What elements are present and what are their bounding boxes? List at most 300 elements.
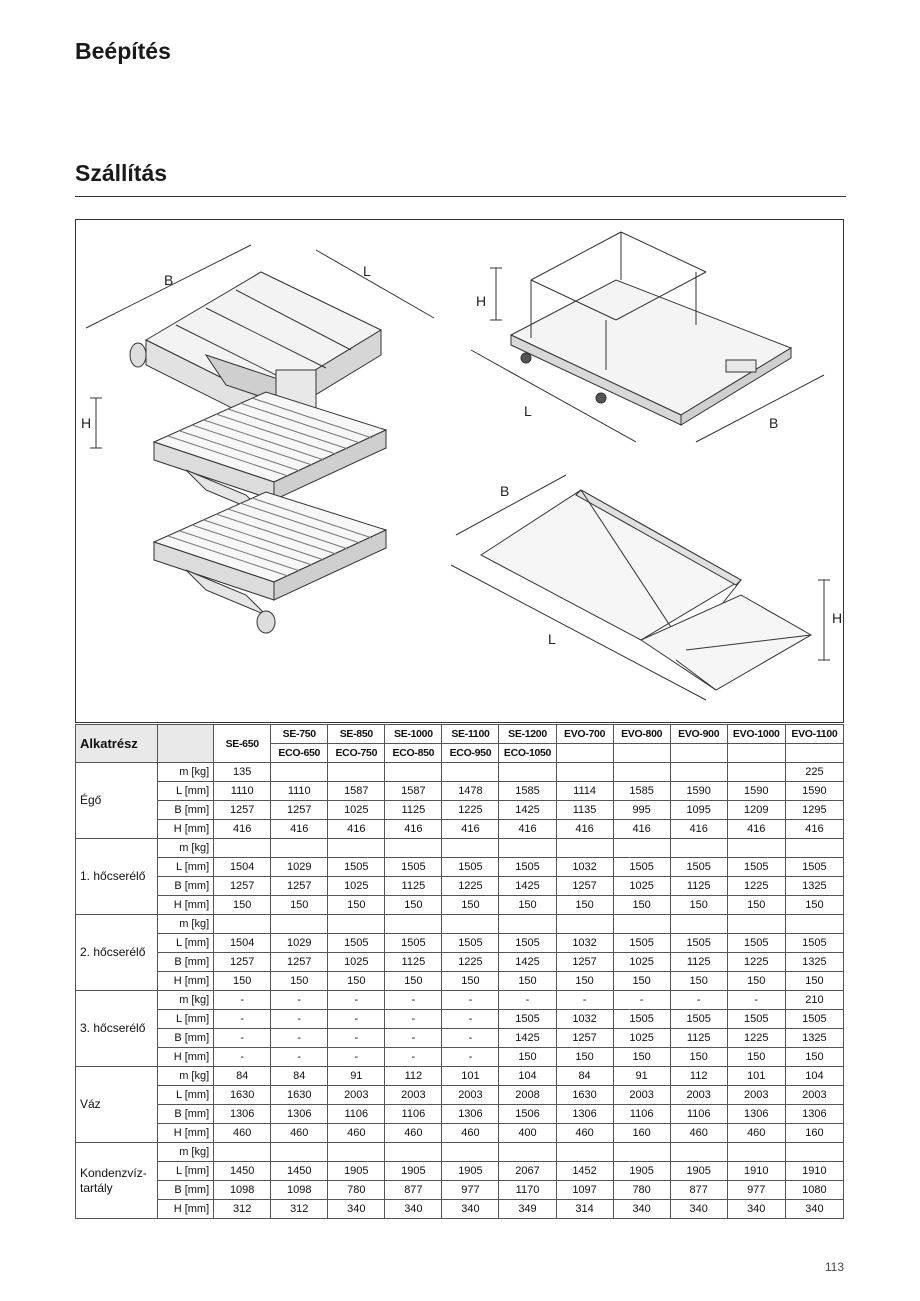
table-row	[76, 972, 844, 991]
value-cell: 1110	[271, 782, 328, 801]
value-cell: 1125	[670, 1029, 727, 1048]
value-cell: 2003	[727, 1086, 785, 1105]
value-cell: 1504	[214, 934, 271, 953]
value-cell	[271, 915, 328, 934]
value-cell: -	[385, 991, 442, 1010]
value-cell: 416	[442, 820, 499, 839]
value-cell: 91	[613, 1067, 670, 1086]
value-cell: 150	[556, 972, 613, 991]
value-cell: 150	[670, 896, 727, 915]
value-cell: 416	[670, 820, 727, 839]
value-cell: 1505	[613, 1010, 670, 1029]
value-cell: 1905	[670, 1162, 727, 1181]
value-cell: 1505	[385, 934, 442, 953]
value-cell: 1630	[271, 1086, 328, 1105]
value-cell: 1025	[613, 953, 670, 972]
value-cell: 150	[670, 972, 727, 991]
value-cell	[499, 915, 556, 934]
part-name-cell: Égő	[76, 763, 158, 839]
value-cell: 1225	[442, 877, 499, 896]
value-cell: 340	[670, 1200, 727, 1219]
unit-cell: H [mm]	[158, 820, 214, 839]
value-cell: 1080	[785, 1181, 843, 1200]
value-cell: 1505	[385, 858, 442, 877]
value-cell: 1306	[727, 1105, 785, 1124]
value-cell: 1106	[328, 1105, 385, 1124]
value-cell: 1306	[214, 1105, 271, 1124]
value-cell: 150	[613, 1048, 670, 1067]
value-cell: 1905	[385, 1162, 442, 1181]
value-cell: 1505	[499, 858, 556, 877]
unit-cell: B [mm]	[158, 877, 214, 896]
value-cell: 1257	[214, 877, 271, 896]
value-cell: 1025	[328, 801, 385, 820]
value-cell	[328, 839, 385, 858]
value-cell: 2008	[499, 1086, 556, 1105]
value-cell: 340	[328, 1200, 385, 1219]
table-body	[76, 763, 844, 1219]
value-cell: 1114	[556, 782, 613, 801]
value-cell: -	[727, 991, 785, 1010]
value-cell: 1506	[499, 1105, 556, 1124]
value-cell: 1306	[271, 1105, 328, 1124]
value-cell: 1505	[328, 934, 385, 953]
value-cell: 150	[328, 896, 385, 915]
value-cell: 1225	[442, 801, 499, 820]
value-cell: 210	[785, 991, 843, 1010]
value-cell: 1590	[670, 782, 727, 801]
table-row	[76, 1029, 844, 1048]
value-cell: 1505	[328, 858, 385, 877]
value-cell: -	[328, 1010, 385, 1029]
model-header-alt: ECO-750	[328, 744, 385, 763]
table-row	[76, 1162, 844, 1181]
value-cell	[214, 839, 271, 858]
value-cell: -	[442, 991, 499, 1010]
tray-dim-label-H: H	[832, 610, 843, 626]
part-name-cell: Kondenzvíz-tartály	[76, 1143, 158, 1219]
value-cell: 150	[271, 896, 328, 915]
value-cell: -	[385, 1010, 442, 1029]
unit-cell: L [mm]	[158, 858, 214, 877]
table-row	[76, 1067, 844, 1086]
value-cell: 150	[499, 972, 556, 991]
value-cell	[727, 1143, 785, 1162]
model-header: SE-850	[328, 725, 385, 744]
value-cell: 416	[499, 820, 556, 839]
unit-cell: H [mm]	[158, 1200, 214, 1219]
value-cell	[785, 915, 843, 934]
value-cell: 1910	[727, 1162, 785, 1181]
value-cell: 1910	[785, 1162, 843, 1181]
value-cell: 150	[328, 972, 385, 991]
value-cell: 1425	[499, 877, 556, 896]
value-cell: 1425	[499, 953, 556, 972]
model-header: EVO-800	[613, 725, 670, 744]
value-cell: 1110	[214, 782, 271, 801]
value-cell: 1590	[785, 782, 843, 801]
value-cell: 1630	[556, 1086, 613, 1105]
value-cell: 977	[442, 1181, 499, 1200]
value-cell: 112	[385, 1067, 442, 1086]
unit-cell: B [mm]	[158, 801, 214, 820]
value-cell: 150	[727, 896, 785, 915]
value-cell: 460	[385, 1124, 442, 1143]
value-cell: 1585	[613, 782, 670, 801]
value-cell: 150	[785, 1048, 843, 1067]
value-cell: 1505	[442, 934, 499, 953]
table-row	[76, 763, 844, 782]
value-cell: -	[214, 1010, 271, 1029]
value-cell: -	[442, 1010, 499, 1029]
value-cell: 1590	[727, 782, 785, 801]
value-cell: 1325	[785, 1029, 843, 1048]
value-cell	[613, 763, 670, 782]
dim-label-H: H	[81, 415, 92, 431]
table-row	[76, 953, 844, 972]
unit-cell: m [kg]	[158, 839, 214, 858]
value-cell: 1505	[727, 858, 785, 877]
value-cell	[385, 1143, 442, 1162]
unit-cell: B [mm]	[158, 1181, 214, 1200]
frame-dim-label-B: B	[769, 415, 779, 431]
value-cell: 1257	[556, 953, 613, 972]
value-cell	[442, 839, 499, 858]
unit-cell: L [mm]	[158, 1086, 214, 1105]
value-cell: 314	[556, 1200, 613, 1219]
dim-label-B: B	[164, 272, 174, 288]
value-cell: 1425	[499, 801, 556, 820]
value-cell: 1225	[727, 1029, 785, 1048]
section-title: Beépítés	[75, 38, 171, 64]
value-cell: 349	[499, 1200, 556, 1219]
heading-rule	[75, 196, 846, 197]
value-cell: -	[385, 1029, 442, 1048]
value-cell: -	[328, 991, 385, 1010]
unit-cell: m [kg]	[158, 915, 214, 934]
value-cell	[670, 763, 727, 782]
value-cell	[385, 839, 442, 858]
value-cell: -	[214, 1048, 271, 1067]
value-cell: 416	[785, 820, 843, 839]
value-cell	[670, 839, 727, 858]
value-cell: 1505	[499, 1010, 556, 1029]
unit-cell: L [mm]	[158, 934, 214, 953]
value-cell: 340	[613, 1200, 670, 1219]
value-cell	[727, 763, 785, 782]
value-cell: 150	[785, 972, 843, 991]
model-header: EVO-900	[670, 725, 727, 744]
value-cell	[613, 915, 670, 934]
value-cell: 84	[271, 1067, 328, 1086]
unit-cell: H [mm]	[158, 1124, 214, 1143]
value-cell: 150	[785, 896, 843, 915]
model-header-alt	[556, 744, 613, 763]
value-cell	[727, 915, 785, 934]
value-cell: 460	[214, 1124, 271, 1143]
value-cell: 150	[271, 972, 328, 991]
table-row	[76, 1181, 844, 1200]
model-header-alt: ECO-650	[271, 744, 328, 763]
value-cell: 150	[385, 972, 442, 991]
value-cell: 1295	[785, 801, 843, 820]
value-cell: -	[670, 991, 727, 1010]
value-cell: 101	[727, 1067, 785, 1086]
value-cell: 1095	[670, 801, 727, 820]
part-name-cell: 3. hőcserélő	[76, 991, 158, 1067]
value-cell: 1504	[214, 858, 271, 877]
value-cell: 2003	[385, 1086, 442, 1105]
value-cell: 1106	[670, 1105, 727, 1124]
transport-illustration	[76, 220, 843, 722]
value-cell: 1125	[670, 877, 727, 896]
model-header-alt	[613, 744, 670, 763]
value-cell	[442, 1143, 499, 1162]
value-cell: 460	[670, 1124, 727, 1143]
value-cell: 104	[785, 1067, 843, 1086]
table-row	[76, 782, 844, 801]
value-cell: 460	[727, 1124, 785, 1143]
value-cell: 416	[385, 820, 442, 839]
value-cell: 150	[727, 1048, 785, 1067]
value-cell: 1505	[785, 934, 843, 953]
value-cell: 1425	[499, 1029, 556, 1048]
value-cell: 150	[556, 1048, 613, 1067]
value-cell: 977	[727, 1181, 785, 1200]
unit-cell: m [kg]	[158, 991, 214, 1010]
value-cell: 340	[785, 1200, 843, 1219]
value-cell: 416	[613, 820, 670, 839]
table-row	[76, 934, 844, 953]
value-cell: 1257	[271, 877, 328, 896]
unit-cell: L [mm]	[158, 1010, 214, 1029]
value-cell: 460	[442, 1124, 499, 1143]
value-cell: 460	[271, 1124, 328, 1143]
table-row	[76, 801, 844, 820]
value-cell: 1505	[499, 934, 556, 953]
value-cell: 995	[613, 801, 670, 820]
model-header: SE-1000	[385, 725, 442, 744]
model-header-alt: ECO-1050	[499, 744, 556, 763]
value-cell: 1505	[442, 858, 499, 877]
value-cell: 150	[727, 972, 785, 991]
dim-label-L: L	[363, 263, 371, 279]
value-cell: 2003	[442, 1086, 499, 1105]
value-cell	[499, 839, 556, 858]
table-row	[76, 991, 844, 1010]
model-header: EVO-1000	[727, 725, 785, 744]
value-cell: 1257	[271, 801, 328, 820]
subsection-title: Szállítás	[75, 160, 168, 186]
value-cell	[785, 839, 843, 858]
value-cell: 1452	[556, 1162, 613, 1181]
value-cell: -	[442, 1029, 499, 1048]
table-row	[76, 858, 844, 877]
value-cell: 2067	[499, 1162, 556, 1181]
frame-dim-label-H: H	[476, 293, 487, 309]
burner-assembly-drawing	[86, 245, 434, 633]
table-row	[76, 1105, 844, 1124]
value-cell: 2003	[670, 1086, 727, 1105]
value-cell: 780	[613, 1181, 670, 1200]
value-cell: 1905	[613, 1162, 670, 1181]
frame-dim-label-L: L	[524, 403, 532, 419]
value-cell: 150	[442, 896, 499, 915]
unit-cell: m [kg]	[158, 1143, 214, 1162]
value-cell	[670, 1143, 727, 1162]
value-cell: 150	[499, 1048, 556, 1067]
value-cell: 1032	[556, 934, 613, 953]
value-cell: -	[214, 1029, 271, 1048]
value-cell	[499, 1143, 556, 1162]
value-cell: 1025	[328, 877, 385, 896]
value-cell	[271, 839, 328, 858]
value-cell: 1225	[442, 953, 499, 972]
table-row	[76, 1143, 844, 1162]
value-cell: 340	[385, 1200, 442, 1219]
value-cell: 1585	[499, 782, 556, 801]
value-cell: 1032	[556, 858, 613, 877]
value-cell: 1098	[271, 1181, 328, 1200]
value-cell: 1257	[556, 1029, 613, 1048]
value-cell: 150	[385, 896, 442, 915]
value-cell: 150	[613, 896, 670, 915]
value-cell: 150	[214, 972, 271, 991]
value-cell: 1505	[670, 1010, 727, 1029]
value-cell: 780	[328, 1181, 385, 1200]
value-cell: 460	[328, 1124, 385, 1143]
value-cell: -	[613, 991, 670, 1010]
value-cell: 416	[328, 820, 385, 839]
value-cell: 312	[271, 1200, 328, 1219]
unit-cell: B [mm]	[158, 1105, 214, 1124]
value-cell	[785, 1143, 843, 1162]
value-cell	[613, 839, 670, 858]
table-row	[76, 877, 844, 896]
value-cell: 1125	[385, 953, 442, 972]
table-row	[76, 896, 844, 915]
value-cell	[385, 915, 442, 934]
unit-cell: H [mm]	[158, 1048, 214, 1067]
model-header: EVO-700	[556, 725, 613, 744]
model-header-alt	[670, 744, 727, 763]
value-cell: 1135	[556, 801, 613, 820]
unit-column-header	[158, 725, 214, 763]
value-cell: 1306	[442, 1105, 499, 1124]
value-cell: 400	[499, 1124, 556, 1143]
value-cell: 104	[499, 1067, 556, 1086]
model-header-alt	[785, 744, 843, 763]
value-cell: -	[442, 1048, 499, 1067]
value-cell: 312	[214, 1200, 271, 1219]
value-cell: 1325	[785, 953, 843, 972]
value-cell: 1125	[670, 953, 727, 972]
value-cell: 1125	[385, 877, 442, 896]
model-header: EVO-1100	[785, 725, 843, 744]
unit-cell: B [mm]	[158, 1029, 214, 1048]
value-cell: 101	[442, 1067, 499, 1086]
value-cell: 1587	[385, 782, 442, 801]
value-cell: -	[385, 1048, 442, 1067]
value-cell: 1505	[785, 1010, 843, 1029]
condensate-tray-drawing	[451, 475, 830, 700]
value-cell: 1025	[328, 953, 385, 972]
value-cell: 150	[442, 972, 499, 991]
value-cell: 1505	[727, 1010, 785, 1029]
value-cell: 84	[214, 1067, 271, 1086]
value-cell: 416	[271, 820, 328, 839]
table-row	[76, 915, 844, 934]
unit-cell: B [mm]	[158, 953, 214, 972]
table-row	[76, 1048, 844, 1067]
value-cell	[670, 915, 727, 934]
value-cell: -	[214, 991, 271, 1010]
value-cell: 150	[556, 896, 613, 915]
value-cell: -	[271, 1048, 328, 1067]
tray-dim-label-B: B	[500, 483, 510, 499]
table-row	[76, 839, 844, 858]
value-cell: 1905	[442, 1162, 499, 1181]
value-cell: 1450	[214, 1162, 271, 1181]
value-cell: 112	[670, 1067, 727, 1086]
table-row	[76, 1086, 844, 1105]
table-row	[76, 820, 844, 839]
value-cell: 1257	[214, 953, 271, 972]
value-cell: 1505	[670, 934, 727, 953]
value-cell: 1257	[214, 801, 271, 820]
value-cell: 84	[556, 1067, 613, 1086]
tray-dim-label-L: L	[548, 631, 556, 647]
unit-cell: L [mm]	[158, 1162, 214, 1181]
dimensions-table	[75, 724, 844, 1219]
value-cell	[328, 763, 385, 782]
unit-cell: L [mm]	[158, 782, 214, 801]
value-cell: 1257	[556, 877, 613, 896]
transport-figure	[75, 219, 844, 723]
value-cell: 2003	[613, 1086, 670, 1105]
page-number: 113	[824, 1260, 844, 1274]
value-cell	[556, 1143, 613, 1162]
value-cell: 91	[328, 1067, 385, 1086]
value-cell: 1106	[613, 1105, 670, 1124]
value-cell: 1505	[785, 858, 843, 877]
value-cell	[385, 763, 442, 782]
unit-cell: H [mm]	[158, 972, 214, 991]
value-cell: 1029	[271, 858, 328, 877]
value-cell: 1225	[727, 877, 785, 896]
value-cell: -	[328, 1029, 385, 1048]
value-cell: 1257	[271, 953, 328, 972]
value-cell: 1025	[613, 877, 670, 896]
part-name-cell: 1. hőcserélő	[76, 839, 158, 915]
value-cell: 416	[556, 820, 613, 839]
value-cell	[214, 1143, 271, 1162]
table-row	[76, 1010, 844, 1029]
value-cell: 225	[785, 763, 843, 782]
value-cell	[556, 763, 613, 782]
value-cell: 340	[727, 1200, 785, 1219]
value-cell: 460	[556, 1124, 613, 1143]
table-header-row-1	[76, 725, 844, 744]
value-cell	[271, 1143, 328, 1162]
value-cell	[328, 915, 385, 934]
value-cell: -	[271, 1010, 328, 1029]
value-cell: 1106	[385, 1105, 442, 1124]
value-cell: 1306	[785, 1105, 843, 1124]
model-header: SE-750	[271, 725, 328, 744]
value-cell: 1478	[442, 782, 499, 801]
value-cell: 160	[785, 1124, 843, 1143]
